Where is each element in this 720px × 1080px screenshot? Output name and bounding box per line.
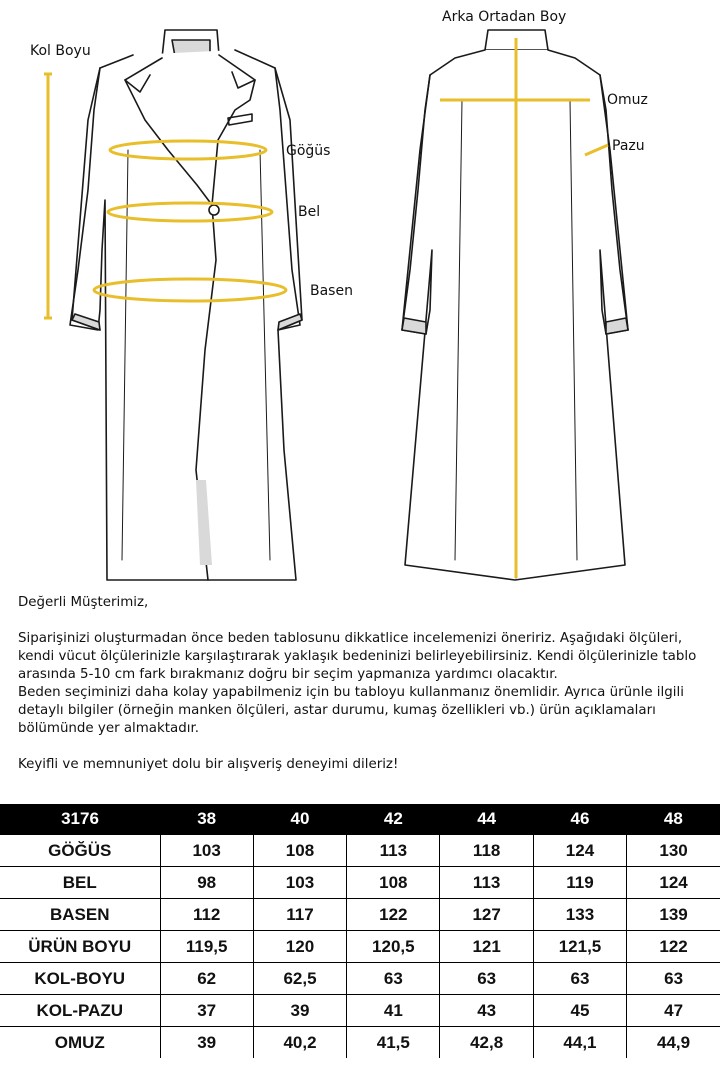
label-kol-boyu: Kol Boyu bbox=[30, 43, 91, 59]
table-cell: 127 bbox=[440, 899, 533, 931]
header-cell-size: 42 bbox=[347, 804, 440, 835]
table-cell: 120 bbox=[253, 931, 346, 963]
table-cell: 130 bbox=[627, 835, 720, 867]
table-cell: 62 bbox=[160, 963, 253, 995]
table-cell: 113 bbox=[347, 835, 440, 867]
table-row bbox=[0, 995, 720, 1027]
table-cell: 108 bbox=[253, 835, 346, 867]
table-cell: 44,9 bbox=[627, 1027, 720, 1059]
table-cell: 121,5 bbox=[533, 931, 626, 963]
table-cell: 124 bbox=[533, 835, 626, 867]
front-coat-outline bbox=[70, 30, 302, 580]
paragraph-1: Siparişinizi oluşturmadan önce beden tablosunu dikkatlice incelemenizi öneririz. Aşağıdaki ölçüleri, kendi vücut ölçülerinizle karşılaştırarak yaklaşık bedeninizi belirleyebilirsiniz. Kendi ölçülerinizle tablo arasında 5-10 cm fark bırakmanız doğru bir seçim yapmanıza yardımcı olacaktır. bbox=[18, 631, 697, 682]
table-row bbox=[0, 963, 720, 995]
row-label: KOL-PAZU bbox=[0, 995, 160, 1027]
table-cell: 121 bbox=[440, 931, 533, 963]
table-cell: 47 bbox=[627, 995, 720, 1027]
table-cell: 43 bbox=[440, 995, 533, 1027]
row-label: BEL bbox=[0, 867, 160, 899]
table-cell: 119,5 bbox=[160, 931, 253, 963]
table-cell: 98 bbox=[160, 867, 253, 899]
table-cell: 124 bbox=[627, 867, 720, 899]
header-cell-size: 48 bbox=[627, 804, 720, 835]
table-cell: 62,5 bbox=[253, 963, 346, 995]
closing-line: Keyifli ve memnuniyet dolu bir alışveriş deneyimi dileriz! bbox=[18, 757, 399, 772]
table-cell: 37 bbox=[160, 995, 253, 1027]
label-arka-ortadan-boy: Arka Ortadan Boy bbox=[442, 9, 567, 25]
row-label: GÖĞÜS bbox=[0, 835, 160, 867]
row-label: ÜRÜN BOYU bbox=[0, 931, 160, 963]
table-cell: 41,5 bbox=[347, 1027, 440, 1059]
table-cell: 63 bbox=[347, 963, 440, 995]
header-cell-model: 3176 bbox=[0, 804, 160, 835]
table-cell: 120,5 bbox=[347, 931, 440, 963]
row-label: KOL-BOYU bbox=[0, 963, 160, 995]
table-row bbox=[0, 899, 720, 931]
row-label: OMUZ bbox=[0, 1027, 160, 1059]
table-cell: 39 bbox=[253, 995, 346, 1027]
table-cell: 103 bbox=[160, 835, 253, 867]
table-cell: 122 bbox=[347, 899, 440, 931]
table-header-row bbox=[0, 804, 720, 835]
table-cell: 41 bbox=[347, 995, 440, 1027]
table-cell: 63 bbox=[627, 963, 720, 995]
table-row bbox=[0, 867, 720, 899]
table-cell: 122 bbox=[627, 931, 720, 963]
label-omuz: Omuz bbox=[607, 92, 648, 108]
table-cell: 42,8 bbox=[440, 1027, 533, 1059]
header-cell-size: 40 bbox=[253, 804, 346, 835]
table-cell: 45 bbox=[533, 995, 626, 1027]
paragraph-2: Beden seçiminizi daha kolay yapabilmeniz için bu tabloyu kullanmanız önemlidir. Ayrıca ürünle ilgili detaylı bilgiler (örneğin manken ölçüleri, astar durumu, kumaş özellikleri vb.) ürün açıklamaları bölümünde yer almaktadır. bbox=[18, 685, 684, 736]
row-label: BASEN bbox=[0, 899, 160, 931]
label-bel: Bel bbox=[298, 204, 321, 220]
size-table bbox=[0, 804, 720, 1058]
table-cell: 40,2 bbox=[253, 1027, 346, 1059]
header-cell-size: 46 bbox=[533, 804, 626, 835]
table-cell: 103 bbox=[253, 867, 346, 899]
table-row bbox=[0, 835, 720, 867]
label-pazu: Pazu bbox=[612, 138, 645, 154]
table-row bbox=[0, 931, 720, 963]
table-cell: 117 bbox=[253, 899, 346, 931]
table-cell: 133 bbox=[533, 899, 626, 931]
table-cell: 39 bbox=[160, 1027, 253, 1059]
greeting: Değerli Müşterimiz, bbox=[18, 595, 149, 610]
table-cell: 113 bbox=[440, 867, 533, 899]
table-cell: 118 bbox=[440, 835, 533, 867]
table-cell: 139 bbox=[627, 899, 720, 931]
table-cell: 112 bbox=[160, 899, 253, 931]
table-cell: 63 bbox=[440, 963, 533, 995]
table-cell: 108 bbox=[347, 867, 440, 899]
label-gogus: Göğüs bbox=[286, 143, 331, 159]
intro-text bbox=[18, 594, 708, 774]
header-cell-size: 44 bbox=[440, 804, 533, 835]
header-cell-size: 38 bbox=[160, 804, 253, 835]
table-cell: 63 bbox=[533, 963, 626, 995]
kol-boyu-guide bbox=[44, 74, 52, 318]
table-cell: 119 bbox=[533, 867, 626, 899]
table-cell: 44,1 bbox=[533, 1027, 626, 1059]
label-basen: Basen bbox=[310, 283, 353, 299]
table-row bbox=[0, 1027, 720, 1059]
